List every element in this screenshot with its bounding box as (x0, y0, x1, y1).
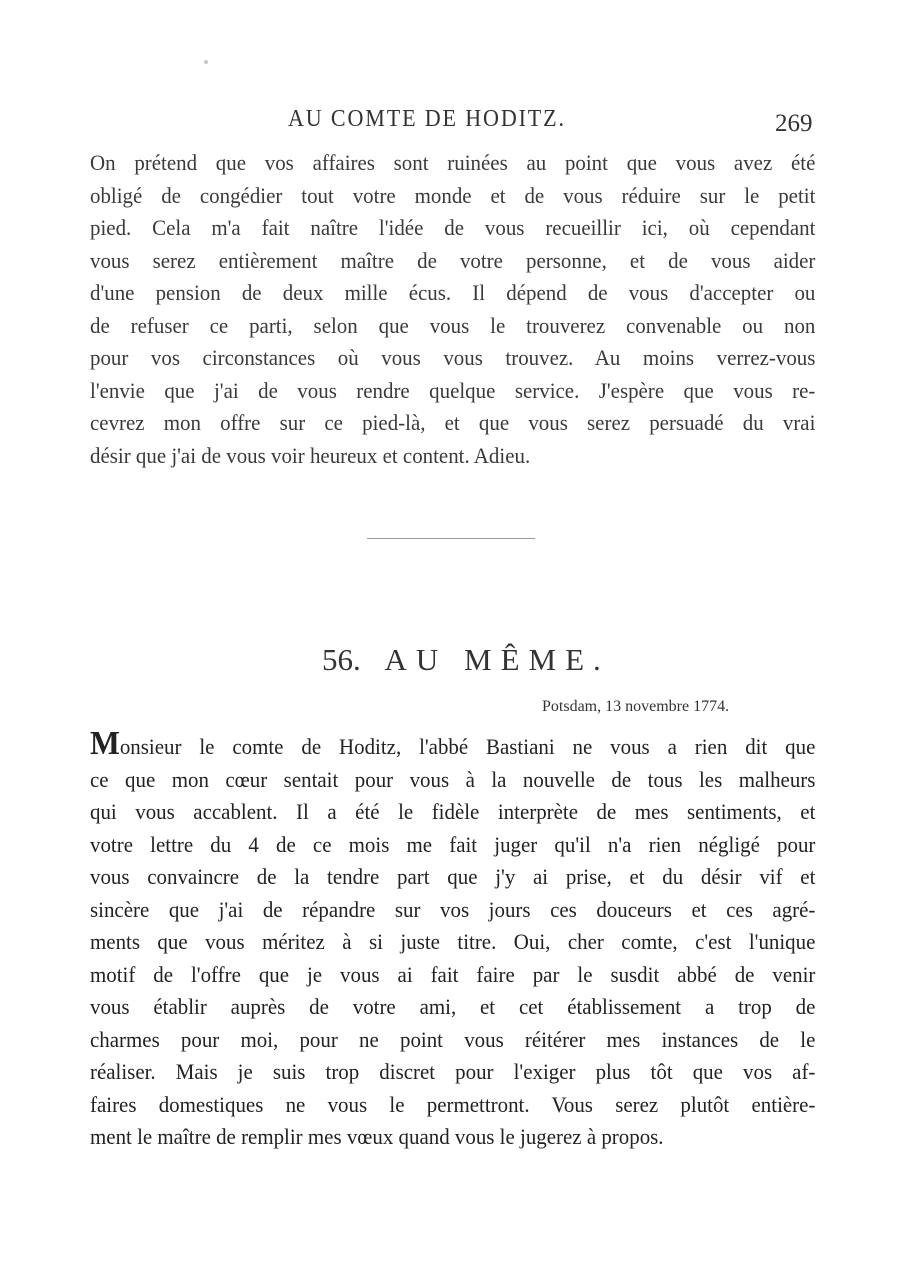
text-line: votre lettre du 4 de ce mois me fait juger qu'il n'a rien négligé pour (90, 831, 816, 857)
text-line: sincère que j'ai de répandre sur vos jours ces douceurs et ces agré- (90, 896, 816, 922)
text-line: On prétend que vos affaires sont ruinées au point que vous avez été (90, 150, 816, 175)
text-line: l'envie que j'ai de vous rendre quelque service. J'espère que vous re- (90, 377, 816, 403)
letter-body (90, 725, 816, 1154)
text-line: vous serez entièrement maître de votre personne, et de vous aider (90, 247, 816, 273)
print-speck (204, 60, 208, 64)
text-line: désir que j'ai de vous voir heureux et content. Adieu. (90, 442, 531, 468)
text-line: de refuser ce parti, selon que vous le trouverez convenable ou non (90, 312, 816, 338)
text-line: vous établir auprès de votre ami, et cet établissement a trop de (90, 994, 816, 1019)
text-line: qui vous accablent. Il a été le fidèle interprète de mes sentiments, et (90, 799, 816, 824)
drop-cap: M (90, 725, 120, 762)
text-line: charmes pour moi, pour ne point vous réitérer mes instances de le (90, 1026, 816, 1052)
previous-letter-text (90, 147, 815, 472)
text-line: ment le maître de remplir mes vœux quand vous le jugerez à propos. (90, 1124, 664, 1149)
letter-heading (322, 642, 610, 678)
text-line: d'une pension de deux mille écus. Il dépend de vous d'accepter ou (90, 280, 816, 305)
dateline: Potsdam, 13 novembre 1774. (542, 698, 730, 715)
letter-title: AU MÊME. (384, 642, 610, 677)
text-line: réaliser. Mais je suis trop discret pour l'exiger plus tôt que vos af- (90, 1059, 816, 1084)
letter-number: 56. (322, 642, 361, 677)
section-divider (367, 538, 535, 539)
page-number: 269 (775, 110, 813, 137)
first-line-text: onsieur le comte de Hoditz, l'abbé Bastiani ne vous a rien dit que (119, 734, 816, 759)
text-line: faires domestiques ne vous le permettront. Vous serez plutôt entière- (90, 1091, 816, 1117)
text-line: obligé de congédier tout votre monde et de vous réduire sur le petit (90, 182, 816, 208)
text-line: ments que vous méritez à si juste titre. Oui, cher comte, c'est l'unique (90, 929, 816, 954)
text-line-first (90, 725, 816, 764)
running-head: AU COMTE DE HODITZ. (288, 106, 566, 132)
text-line: pied. Cela m'a fait naître l'idée de vous recueillir ici, où cependant (90, 215, 816, 240)
text-line: motif de l'offre que je vous ai fait faire par le susdit abbé de venir (90, 961, 816, 987)
text-line: pour vos circonstances où vous vous trouvez. Au moins verrez-vous (90, 345, 816, 370)
text-line: vous convaincre de la tendre part que j'y ai prise, et du désir vif et (90, 864, 816, 889)
text-line: cevrez mon offre sur ce pied-là, et que vous serez persuadé du vrai (90, 410, 816, 435)
text-line: ce que mon cœur sentait pour vous à la nouvelle de tous les malheurs (90, 766, 816, 792)
